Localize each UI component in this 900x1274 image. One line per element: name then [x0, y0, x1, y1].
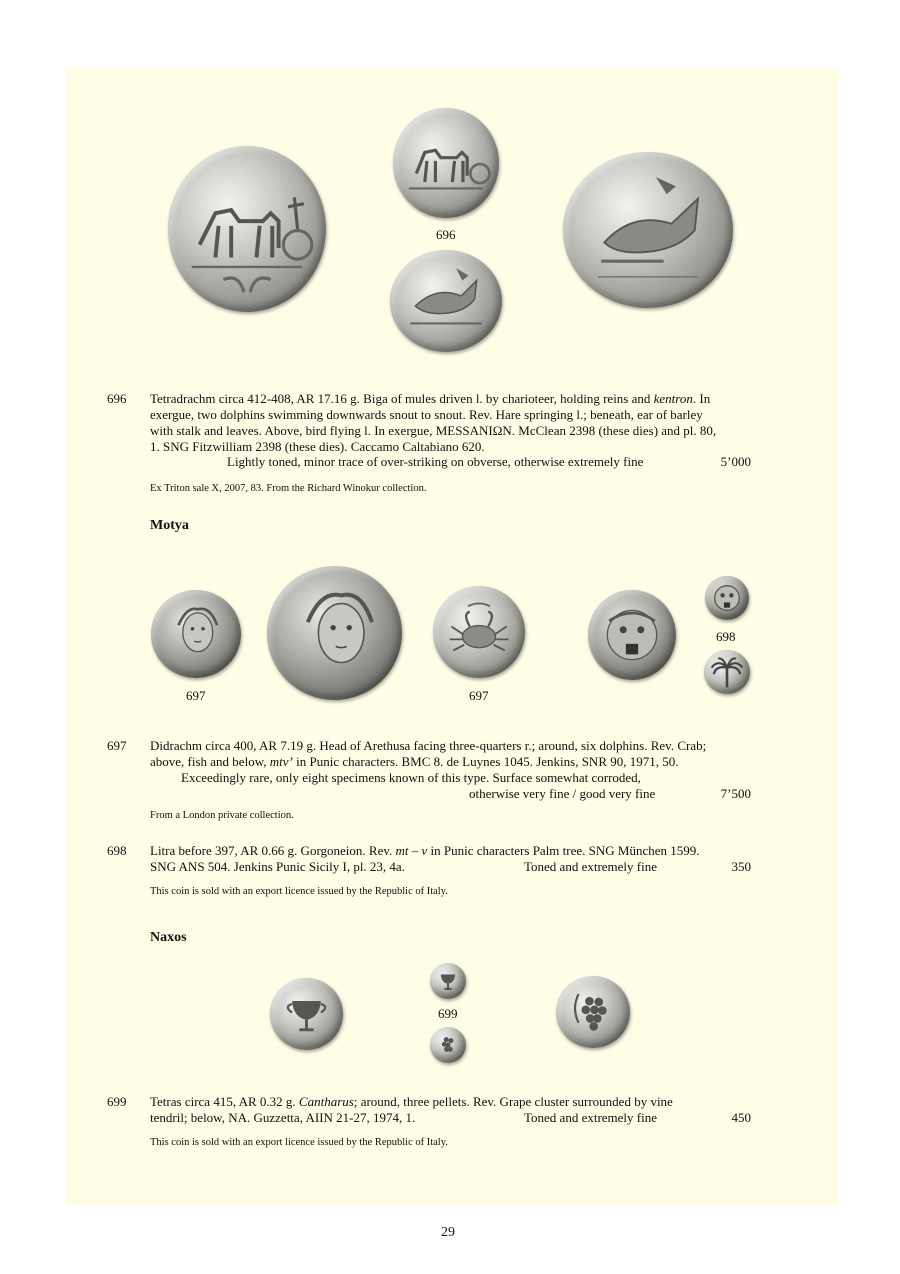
coin-697-obverse-large	[267, 566, 402, 700]
description-line-suffix: ; around, three pellets. Rev. Grape cluster surrounded by vine	[353, 1094, 673, 1109]
description-line: exergue, two dolphins swimming downwards snout to snout. Rev. Hare springing l.; beneath, ear of barley	[150, 407, 703, 422]
coin-698-obverse-large	[588, 590, 676, 680]
provenance-note: This coin is sold with an export licence issued by the Republic of Italy.	[150, 886, 448, 897]
italic-term: Cantharus	[298, 1094, 354, 1109]
palm-tree-icon	[704, 650, 750, 694]
description-line: above, fish and below,	[150, 754, 270, 769]
plate-label-697-left: 697	[186, 688, 206, 703]
provenance-note: This coin is sold with an export licence issued by the Republic of Italy.	[150, 1137, 448, 1148]
plate-label-696: 696	[436, 227, 456, 242]
biga-of-mules-icon	[393, 108, 499, 218]
lot-description	[150, 1094, 751, 1126]
hare-icon	[563, 152, 733, 308]
italic-term: mtv’	[269, 754, 293, 769]
lot-price: 350	[731, 859, 751, 874]
page-number: 29	[441, 1225, 455, 1240]
biga-of-mules-icon	[168, 146, 326, 312]
lot-description	[150, 391, 751, 455]
provenance-note: From a London private collection.	[150, 810, 294, 821]
description-line: Litra before 397, AR 0.66 g. Gorgoneion. Rev.	[150, 843, 396, 858]
description-line: Didrachm circa 400, AR 7.19 g. Head of Arethusa facing three-quarters r.; around, six dolphins. Rev. Crab;	[150, 738, 707, 753]
lot-number: 699	[107, 1094, 127, 1109]
coin-699-obverse-large	[270, 978, 343, 1050]
arethusa-head-icon	[267, 566, 402, 700]
cantharus-icon	[270, 978, 343, 1050]
description-line-suffix: in Punic characters. BMC 8. de Luynes 1045. Jenkins, SNR 90, 1971, 50.	[292, 754, 679, 769]
coin-696-reverse-small	[390, 250, 502, 352]
plate-label-699: 699	[438, 1006, 458, 1021]
coin-696-obverse-large	[168, 146, 326, 312]
lot-price: 5’000	[720, 454, 751, 469]
coin-698-reverse	[704, 650, 750, 694]
description-line: tendril; below, NA. Guzzetta, AIIN 21-27, 1974, 1.	[150, 1110, 416, 1125]
description-line: SNG ANS 504. Jenkins Punic Sicily I, pl. 23, 4a.	[150, 859, 405, 874]
italic-term: mt – v	[395, 843, 428, 858]
coin-699-reverse-small	[430, 1027, 466, 1063]
description-line: 1. SNG Fitzwilliam 2398 (these dies). Caccamo Caltabiano 620.	[150, 439, 485, 454]
lot-price: 450	[731, 1110, 751, 1125]
description-line: Tetradrachm circa 412-408, AR 17.16 g. Biga of mules driven l. by charioteer, holding reins and	[150, 391, 654, 406]
condition-text: Toned and extremely fine	[524, 1110, 658, 1125]
coin-699-reverse-large	[556, 976, 630, 1048]
lot-number: 698	[107, 843, 127, 858]
condition-text: Lightly toned, minor trace of over-striking on obverse, otherwise extremely fine	[227, 454, 644, 469]
gorgoneion-icon	[705, 576, 749, 620]
gorgoneion-icon	[588, 590, 676, 680]
lot-number: 696	[107, 391, 127, 406]
provenance-note: Ex Triton sale X, 2007, 83. From the Richard Winokur collection.	[150, 483, 427, 494]
coin-697-obverse-small	[151, 590, 241, 678]
condition-text: otherwise very fine / good very fine	[469, 786, 656, 801]
grape-cluster-icon	[556, 976, 630, 1048]
cantharus-icon	[430, 963, 466, 999]
plate-label-698: 698	[716, 629, 736, 644]
description-line: with stalk and leaves. Above, bird flying l. In exergue, MESSANIΩN. McClean 2398 (these dies) and pl. 80,	[150, 423, 717, 438]
crab-icon	[433, 586, 525, 678]
italic-term: kentron	[653, 391, 693, 406]
coin-696-obverse-small	[393, 108, 499, 218]
hare-icon	[390, 250, 502, 352]
lot-description	[150, 738, 751, 770]
lot-number: 697	[107, 738, 127, 753]
lot-description	[150, 843, 751, 875]
grape-cluster-icon	[430, 1027, 466, 1063]
coin-697-reverse	[433, 586, 525, 678]
coin-698-obverse-small	[705, 576, 749, 620]
description-line: Tetras circa 415, AR 0.32 g.	[150, 1094, 299, 1109]
coin-696-reverse-large	[563, 152, 733, 308]
plate-label-697-middle: 697	[469, 688, 489, 703]
section-heading-motya: Motya	[150, 518, 189, 533]
lot-price: 7’500	[720, 786, 751, 801]
description-line-suffix: . In	[692, 391, 711, 406]
condition-text: Toned and extremely fine	[524, 859, 658, 874]
section-heading-naxos: Naxos	[150, 930, 187, 945]
coin-699-obverse-small	[430, 963, 466, 999]
condition-text: Exceedingly rare, only eight specimens known of this type. Surface somewhat corroded,	[181, 770, 641, 785]
description-line-suffix: in Punic characters Palm tree. SNG München 1599.	[427, 843, 700, 858]
arethusa-head-icon	[151, 590, 241, 678]
